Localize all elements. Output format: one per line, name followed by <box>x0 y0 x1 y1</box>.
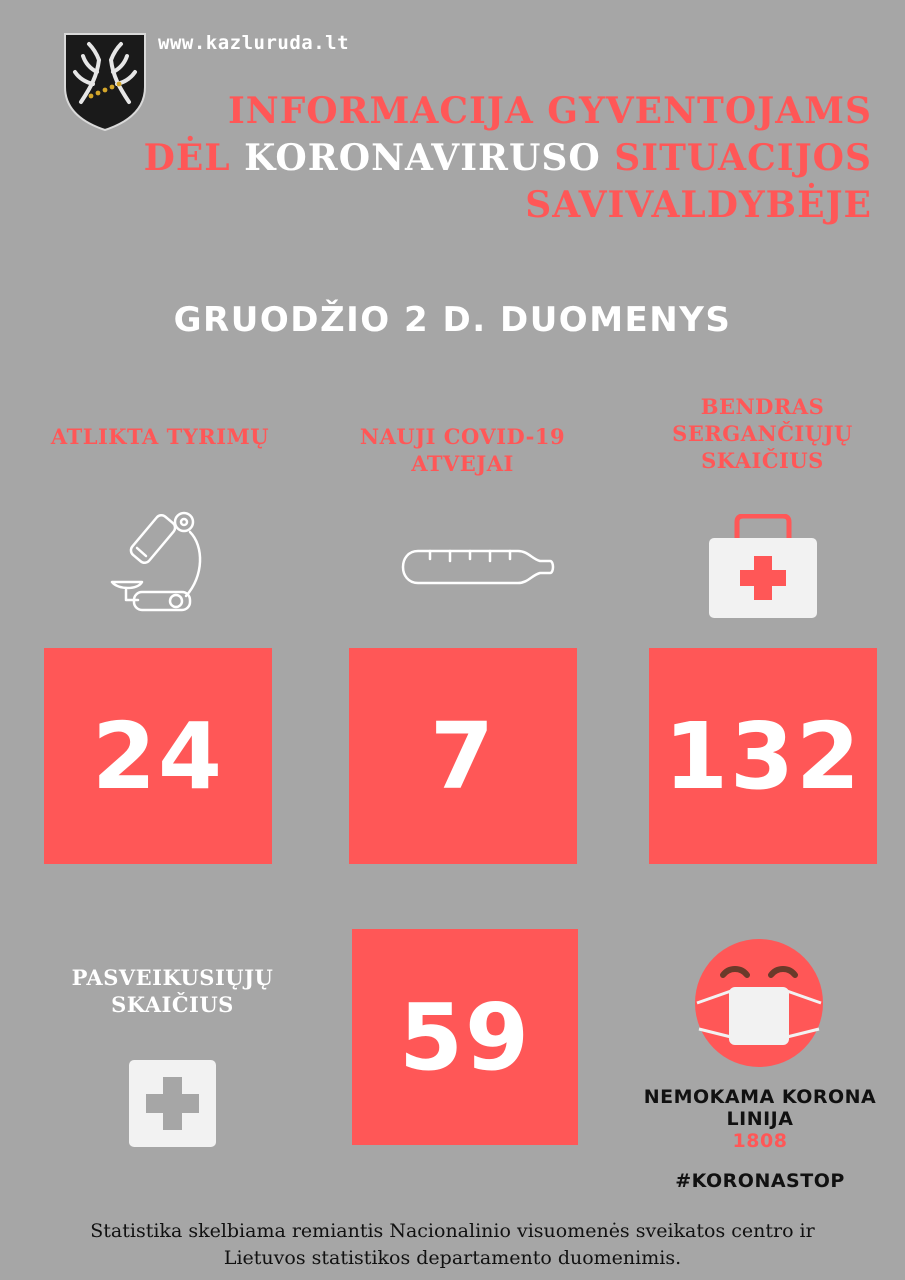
stat-value-tests: 24 <box>91 702 225 810</box>
thermometer-icon <box>400 545 560 591</box>
stat-box-tests <box>44 648 272 864</box>
stat-label-line: ATVEJAI <box>411 451 514 476</box>
stat-box-new-cases <box>349 648 577 864</box>
headline-line-2 <box>144 135 872 182</box>
headline <box>144 88 872 229</box>
stat-label-line: PASVEIKUSIŲJŲ <box>71 965 274 990</box>
headline-part-b: KORONAVIRUSO <box>244 137 601 179</box>
masked-face-icon <box>693 937 825 1069</box>
municipality-crest <box>63 32 147 132</box>
headline-part-a: DĖL <box>143 137 245 179</box>
microscope-icon <box>104 496 204 620</box>
footer-line-1: Statistika skelbiama remiantis Nacionalinio visuomenės sveikatos centro ir <box>90 1220 815 1242</box>
stat-value-total-sick: 132 <box>663 702 863 810</box>
hashtag: #KORONASTOP <box>675 1170 845 1192</box>
stat-box-total-sick <box>649 648 877 864</box>
first-aid-kit-icon <box>707 514 819 620</box>
website-url: www.kazluruda.lt <box>158 32 350 54</box>
hotline-number: 1808 <box>732 1130 788 1152</box>
stat-label-line: SKAIČIUS <box>701 448 824 473</box>
stat-label-line: ATLIKTA TYRIMŲ <box>50 424 270 449</box>
stat-label-recovered <box>30 964 315 1018</box>
stat-label-line: SERGANČIŲJŲ <box>672 421 853 446</box>
headline-line-3: SAVIVALDYBĖJE <box>525 184 872 226</box>
medical-cross-icon <box>129 1060 216 1147</box>
hotline-line-2: LINIJA <box>726 1108 794 1130</box>
date-title: GRUODŽIO 2 D. DUOMENYS <box>173 300 732 340</box>
footer-line-2: Lietuvos statistikos departamento duomenimis. <box>223 1247 682 1269</box>
stat-value-recovered: 59 <box>398 983 532 1091</box>
hotline-block <box>625 1086 895 1152</box>
stat-label-line: SKAIČIUS <box>111 992 234 1017</box>
headline-line-1: INFORMACIJA GYVENTOJAMS <box>227 90 872 132</box>
headline-part-c: SITUACIJOS <box>600 137 872 179</box>
hotline-line-1: NEMOKAMA KORONA <box>643 1086 877 1108</box>
stat-label-line: BENDRAS <box>700 394 825 419</box>
stat-value-new-cases: 7 <box>429 702 496 810</box>
stat-box-recovered <box>352 929 578 1145</box>
stat-label-line: NAUJI COVID-19 <box>359 424 566 449</box>
footer-note <box>0 1218 905 1272</box>
stat-label-tests <box>20 423 300 450</box>
crest-shield-icon <box>63 32 147 132</box>
stat-label-new-cases <box>330 423 595 477</box>
stat-label-total-sick <box>630 393 895 474</box>
